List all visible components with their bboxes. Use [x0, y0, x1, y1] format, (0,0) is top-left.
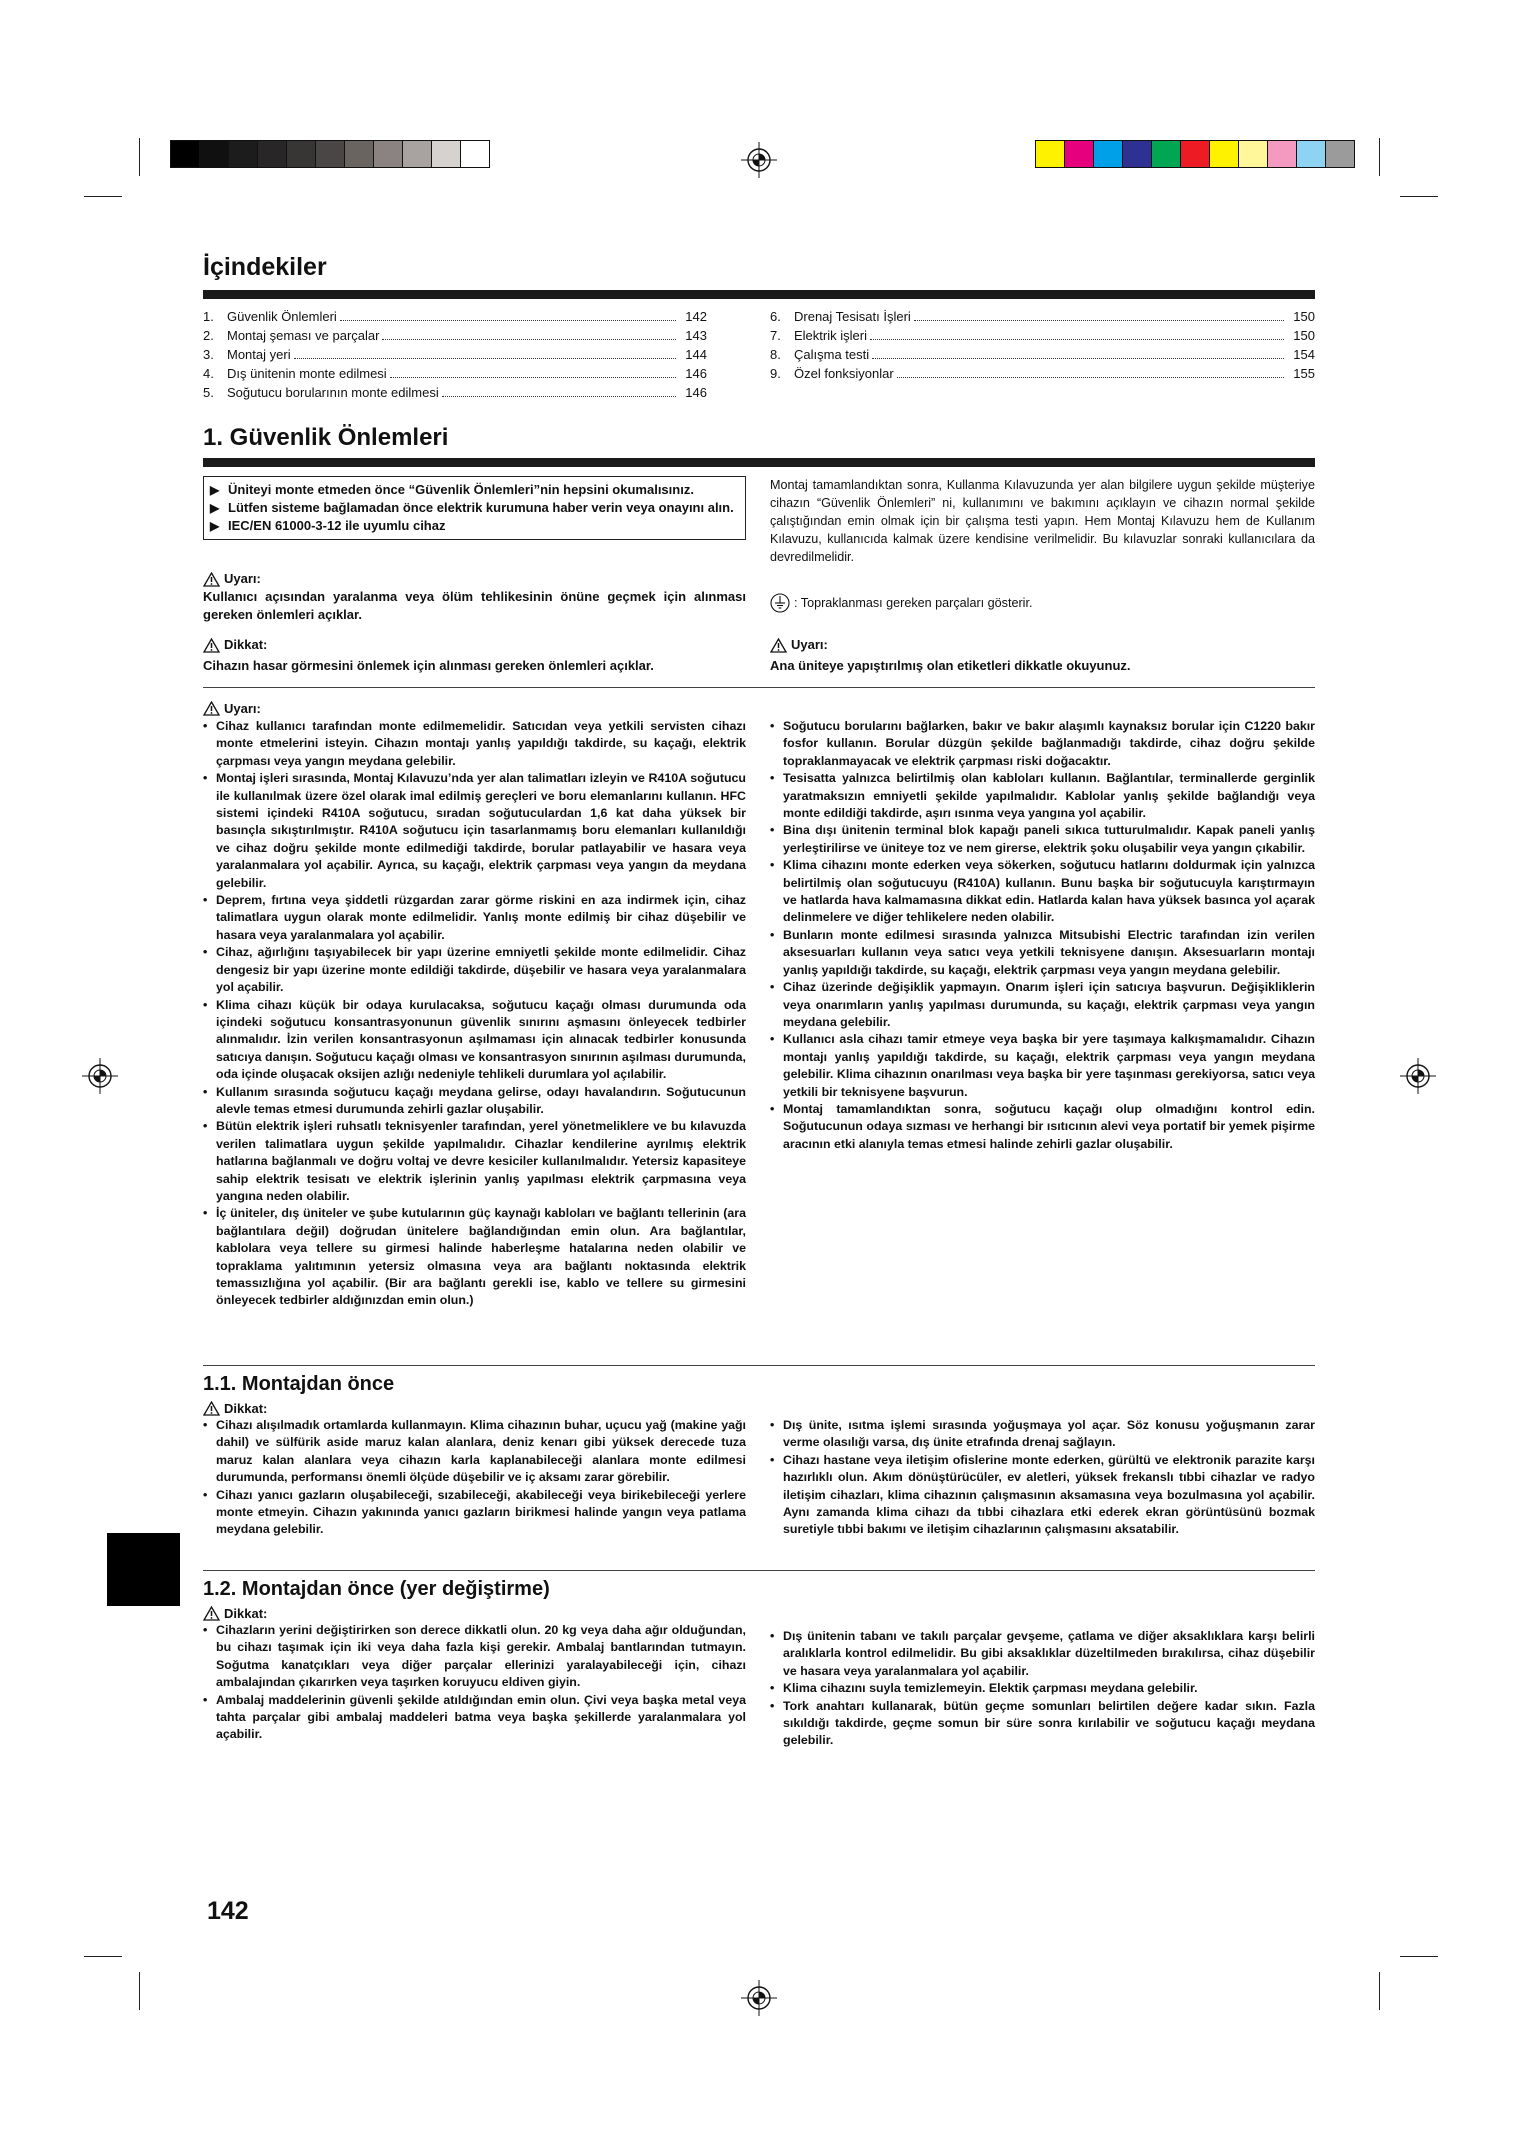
- toc-entry[interactable]: [770, 345, 1315, 364]
- bullet-icon: •: [770, 1629, 775, 1643]
- list-item-text: Cihaz, ağırlığını taşıyabilecek bir yapı üzerine emniyetli şekilde monte edilmelidir. Cihaz dengesiz bir yapı üzerine monte edildiği takdirde, düşebilir ve hasara veya yaralanmalara yol açabilir.: [216, 945, 746, 995]
- color-swatch: [229, 141, 258, 167]
- list-item: [770, 927, 1315, 979]
- toc-entry-page: 142: [685, 309, 707, 324]
- list-item: [770, 1628, 1315, 1680]
- notice-item: ▶ Lütfen sisteme bağlamadan önce elektrik kurumuna haber verin veya onayını alın.: [210, 500, 734, 515]
- caution-definition: Dikkat: Cihazın hasar görmesini önlemek için alınması gereken önlemleri açıklar.: [203, 637, 654, 673]
- ground-symbol-icon: [770, 593, 790, 613]
- list-item-text: Klima cihazını suyla temizlemeyin. Elektik çarpması meydana gelebilir.: [783, 1681, 1198, 1696]
- toc-rule: [203, 290, 1315, 299]
- list-item: [770, 857, 1315, 927]
- section-rule: [203, 458, 1315, 467]
- list-item-text: Kullanım sırasında soğutucu kaçağı meydana gelirse, odayı havalandırın. Soğutucunun alevle temas etmesi durumunda zehirli gazlar oluşabilir.: [216, 1084, 746, 1116]
- toc-entry-number: 6.: [770, 309, 781, 324]
- subsection-title: 1.1. Montajdan önce: [203, 1373, 395, 1395]
- list-item: [203, 1487, 746, 1539]
- color-swatch: [345, 141, 374, 167]
- intro-paragraph: Montaj tamamlandıktan sonra, Kullanma Kılavuzunda yer alan bilgilere uygun şekilde müşteriye cihazın “Güvenlik Önlemleri” ni, kullanımını ve bakımını açıklayın ve cihazın normal şekilde çalıştığından emin olmak için bir çalışma testi yapın. Hem Montaj Kılavuzu hem de Kullanım Kılavuzu, kullanıcıda kalmak üzere kendisine verilmelidir. Bu kılavuzlar sonraki kullanıcılara da devredilmelidir.: [770, 478, 1315, 564]
- list-item-text: Tork anahtarı kullanarak, bütün geçme somunları belirtilen değere kadar sıkın. Fazla sıkıldığı takdirde, geçme somun bir süre sonra kırılabilir ve soğutucu kaçağı meydana gelebilir.: [783, 1698, 1315, 1748]
- bullet-icon: •: [203, 893, 208, 908]
- toc-entry-page: 146: [685, 366, 707, 381]
- list-item-text: Cihazı hastane veya iletişim ofislerine monte ederken, gürültü ve elektronik parazite karşı hazırlıklı olun. Akım dönüştürücüler, ev aletleri, yüksek frekanslı tıbbi cihazlar ve radyo iletişim cihazları, klima cihazının çalışmasının aksamasına veya bozulmasına yol açabilir. Aynı zamanda klima cihazı da tıbbi cihazlara etki ederek ekran görüntüsünü bozmak suretiyle tıbbi bakımı ve iletişim cihazlarının çalışmasını aksatabilir.: [783, 1452, 1315, 1537]
- caution-list-right: [770, 1628, 1315, 1750]
- toc-entry-label: Drenaj Tesisatı İşleri: [794, 309, 911, 324]
- list-item-text: Cihazı yanıcı gazların oluşabileceği, sızabileceği, akabileceği veya birikebileceği yerlere monte etmeyin. Cihazın yakınında yanıcı gazların birikmesi halinde yangın veya patlama meydana gelebilir.: [216, 1487, 746, 1537]
- subsection-title: 1.2. Montajdan önce (yer değiştirme): [203, 1578, 550, 1600]
- color-swatch: [1210, 141, 1239, 167]
- list-item: [203, 1622, 746, 1692]
- bullet-icon: •: [770, 927, 775, 942]
- toc-entry-page: 155: [1293, 366, 1315, 381]
- list-item: [770, 979, 1315, 1031]
- list-item-text: Kullanıcı asla cihazı tamir etmeye veya başka bir yere taşımaya kalkışmamalıdır. Cihazın montajı yanlış yapıldığı takdirde, su kaçağı, elektrik çarpması veya yangın meydana gelebilir. Klima cihazının onarılması veya başka bir yere taşınması gerekiyorsa, satıcı veya yetkili bir teknisyene başvurun.: [783, 1032, 1315, 1099]
- divider: [203, 1570, 1315, 1571]
- list-item: [203, 1084, 746, 1119]
- list-item-text: Cihaz kullanıcı tarafından monte edilmemelidir. Satıcıdan veya yetkili servisten cihazı monte etmelerini isteyin. Cihazın montajı yanlış yapıldığı takdirde, su kaçağı, elektrik çarpması veya yangın meydana gelebilir.: [216, 719, 746, 768]
- play-arrow-icon: ▶: [210, 519, 220, 533]
- warning-list-left: [203, 718, 746, 1310]
- list-item-text: Deprem, fırtına veya şiddetli rüzgardan zarar görme riskini en aza indirmek için, cihaz talimatlara uygun olarak monte edilmelidir. Yanlış monte edilmiş bir cihaz düşebilir ve hasara veya yaralanmalara yol açabilir.: [216, 893, 746, 942]
- color-swatch: [258, 141, 287, 167]
- caution-list-right: [770, 1417, 1315, 1539]
- divider: [203, 1365, 1315, 1366]
- bullet-icon: •: [203, 1623, 208, 1637]
- toc-right-column: [770, 307, 1315, 383]
- color-swatch: [1239, 141, 1268, 167]
- list-item: [203, 944, 746, 996]
- bullet-icon: •: [203, 1119, 208, 1134]
- warning-triangle-icon: [203, 1606, 220, 1621]
- toc-entry-page: 150: [1293, 309, 1315, 324]
- bullet-icon: •: [203, 719, 208, 733]
- toc-leader: [390, 364, 676, 378]
- section-title: 1. Güvenlik Önlemleri: [203, 424, 449, 451]
- toc-entry-label: Soğutucu borularının monte edilmesi: [227, 385, 439, 400]
- toc-entry[interactable]: [770, 307, 1315, 326]
- label-warning: Uyarı: Ana üniteye yapıştırılmış olan etiketleri dikkatle okuyunuz.: [770, 637, 1131, 673]
- crop-mark: [1400, 1956, 1438, 1957]
- color-swatch: [432, 141, 461, 167]
- toc-entry-label: Dış ünitenin monte edilmesi: [227, 366, 387, 381]
- bullet-icon: •: [770, 719, 775, 733]
- warning-definition: Uyarı: Kullanıcı açısından yaralanma veya ölüm tehlikesinin önüne geçmek için alınması gereken önlemleri açıklar.: [203, 571, 746, 622]
- color-swatch: [1181, 141, 1210, 167]
- registration-mark-icon: [741, 1980, 777, 2016]
- notice-box: [203, 476, 746, 540]
- toc-entry-number: 2.: [203, 328, 214, 343]
- list-item-text: Klima cihazını monte ederken veya sökerken, soğutucu hatlarını doldurmak için yalnızca belirtilmiş olan soğutucuyu (R410A) kullanın. Bunu başka bir soğutucuyla karıştırmayın ve hatlarda hava kalmamasına dikkat edin. Hatlarda kalan hava yüksek basınca yol açarak delinmelere ve diğer tehlikelere neden olabilir.: [783, 858, 1315, 925]
- bullet-icon: •: [203, 997, 208, 1012]
- toc-leader: [914, 307, 1284, 321]
- toc-entry-number: 5.: [203, 385, 214, 400]
- toc-entry-label: Montaj yeri: [227, 347, 291, 362]
- crop-mark: [139, 138, 140, 176]
- registration-mark-icon: [741, 142, 777, 178]
- color-swatch: [1326, 141, 1354, 167]
- bullet-icon: •: [203, 1418, 208, 1432]
- toc-entry[interactable]: [203, 326, 707, 345]
- toc-entry-label: Güvenlik Önlemleri: [227, 309, 337, 324]
- list-item: [203, 770, 746, 892]
- list-item: [770, 822, 1315, 857]
- bullet-icon: •: [770, 1452, 775, 1467]
- color-swatch: [1094, 141, 1123, 167]
- toc-entry[interactable]: [203, 307, 707, 326]
- caution-heading: Dikkat:: [203, 1606, 267, 1621]
- list-item-text: Dış ünitenin tabanı ve takılı parçalar gevşeme, çatlama ve diğer aksaklıklara karşı belirli aralıklarla kontrol edilmelidir. Bu gibi aksaklıklar düzeltilmeden bırakılırsa, cihaz düşebilir ve hasara veya yaralanmalara yol açabilir.: [783, 1629, 1315, 1678]
- color-swatch: [1152, 141, 1181, 167]
- toc-entry[interactable]: [203, 364, 707, 383]
- color-swatch: [1036, 141, 1065, 167]
- list-item: [770, 1452, 1315, 1539]
- bullet-icon: •: [770, 771, 775, 786]
- color-swatch: [1123, 141, 1152, 167]
- ground-note: : Topraklanması gereken parçaları gösterir.: [770, 593, 1032, 613]
- list-item-text: Bina dışı ünitenin terminal blok kapağı paneli sıkıca tutturulmalıdır. Kapak paneli yanlış yerleştirilirse ve üniteye toz ve nem girerse, elektrik şoku oluşabilir veya yangın çıkabilir.: [783, 823, 1315, 855]
- crop-mark: [84, 1956, 122, 1957]
- list-item: [770, 1680, 1315, 1697]
- toc-entry-page: 144: [685, 347, 707, 362]
- toc-entry-number: 1.: [203, 309, 214, 324]
- list-item-text: Klima cihazı küçük bir odaya kurulacaksa, soğutucu kaçağı olması durumunda oda içindeki soğutucu konsantrasyonunun güvenlik sınırını aşmasını önleyecek tedbirler alınmalıdır. İzin verilen konsantrasyonun aşılmaması için alınacak tedbirler konusunda satıcıya danışın. Soğutucu kaçağı olması ve konsantrasyon sınırının aşılması durumunda, oda içinde oluşacak oksijen azlığı nedeniyle tehlikeli durumlara yol açılabilir.: [216, 997, 746, 1082]
- bullet-icon: •: [770, 1418, 775, 1432]
- color-swatch: [1268, 141, 1297, 167]
- bullet-icon: •: [203, 1692, 208, 1707]
- toc-entry-number: 3.: [203, 347, 214, 362]
- caution-list-left: [203, 1417, 746, 1539]
- list-item: [203, 1692, 746, 1744]
- toc-entry-number: 8.: [770, 347, 781, 362]
- bullet-icon: •: [203, 771, 208, 786]
- list-item-text: İç üniteler, dış üniteler ve şube kutularının güç kaynağı kabloları ve bağlantı tellerinin (ara bağlantılara değil) doğrudan ünitelere bağlandığından emin olun. Ara bağlantılar, kablolara veya tellere su girmesi halinde haberleşme hatalarına neden olabilir ve topraklama yalıtımının yetersiz olmasına veya ara bağlantı noktasında elektrik temassızlığına yol açabilir. (Bir ara bağlantı gerekli ise, kablo ve tellere su girmesini önleyecek tedbirler aldığınızdan emin olun.): [216, 1206, 746, 1308]
- toc-title: İçindekiler: [203, 253, 327, 281]
- toc-leader: [442, 383, 676, 397]
- notice-item: ▶ IEC/EN 61000-3-12 ile uyumlu cihaz: [210, 518, 446, 533]
- list-item: [203, 892, 746, 944]
- bullet-icon: •: [770, 1681, 775, 1696]
- toc-entry[interactable]: [203, 345, 707, 364]
- list-item-text: Bunların monte edilmesi sırasında yalnızca Mitsubishi Electric tarafından izin verilen aksesuarları kullanın veya satıcı veya yetkili teknisyene danışın. Aksesuarların montajı yanlış yapıldığı takdirde, su kaçağı, elektrik çarpması veya yangın meydana gelebilir.: [783, 927, 1315, 977]
- bullet-icon: •: [770, 858, 775, 873]
- toc-left-column: [203, 307, 707, 402]
- gray-color-bar: [170, 140, 490, 168]
- play-arrow-icon: ▶: [210, 501, 220, 515]
- color-swatch: [1297, 141, 1326, 167]
- caution-heading: Dikkat:: [203, 1401, 267, 1416]
- toc-entry-number: 9.: [770, 366, 781, 381]
- warning-triangle-icon: [203, 572, 220, 587]
- warning-triangle-icon: [203, 701, 220, 716]
- bullet-icon: •: [203, 945, 208, 960]
- color-swatch: [316, 141, 345, 167]
- toc-entry-label: Montaj şeması ve parçalar: [227, 328, 380, 343]
- list-item-text: Ambalaj maddelerinin güvenli şekilde atıldığından emin olun. Çivi veya başka metal veya tahta parçalar gibi ambalaj maddeleri batma veya başka şekillerde yaralanmalara yol açabilir.: [216, 1692, 746, 1742]
- list-item: [770, 1417, 1315, 1452]
- toc-entry-number: 4.: [203, 366, 214, 381]
- color-swatch: [403, 141, 432, 167]
- toc-entry[interactable]: [770, 326, 1315, 345]
- crop-mark: [139, 1972, 140, 2010]
- toc-leader: [870, 326, 1284, 340]
- list-item: [203, 997, 746, 1084]
- color-swatch: [200, 141, 229, 167]
- toc-leader: [872, 345, 1284, 359]
- list-item: [203, 1118, 746, 1205]
- notice-item: ▶ Üniteyi monte etmeden önce “Güvenlik Önlemleri”nin hepsini okumalısınız.: [210, 482, 694, 497]
- list-item-text: Tesisatta yalnızca belirtilmiş olan kabloları kullanın. Bağlantılar, terminallerde gerginlik yaratmaksızın emniyetli şekilde yapılmalıdır. Kablolar yanlış şekilde bağlandığı veya monte edildiği takdirde, aşırı ısınma veya yangına yol açabilir.: [783, 771, 1315, 821]
- bullet-icon: •: [770, 823, 775, 838]
- caution-list-left: [203, 1622, 746, 1744]
- crop-mark: [1379, 1972, 1380, 2010]
- toc-entry[interactable]: [770, 364, 1315, 383]
- bullet-icon: •: [770, 1032, 775, 1047]
- bullet-icon: •: [770, 1698, 775, 1713]
- toc-leader: [294, 345, 676, 359]
- warning-list-right: [770, 718, 1315, 1153]
- bullet-icon: •: [203, 1206, 208, 1221]
- divider: [203, 687, 1315, 688]
- list-item-text: Montaj tamamlandıktan sonra, soğutucu kaçağı olup olmadığını kontrol edin. Soğutucunun odaya sızması ve herhangi bir ısıtıcının alevi veya portatif bir yemek pişirme aracının etki alanıyla temas etmesi halinde zehirli gazlar oluşabilir.: [783, 1101, 1315, 1151]
- toc-entry-page: 150: [1293, 328, 1315, 343]
- list-item-text: Dış ünite, ısıtma işlemi sırasında yoğuşmaya yol açar. Söz konusu yoğuşmanın zarar verme olasılığı varsa, dış ünite etrafında drenaj sağlayın.: [783, 1418, 1315, 1450]
- toc-leader: [897, 364, 1284, 378]
- play-arrow-icon: ▶: [210, 483, 220, 497]
- warning-triangle-icon: [770, 638, 787, 653]
- color-swatch: [287, 141, 316, 167]
- warning-heading: Uyarı:: [203, 701, 261, 716]
- list-item: [770, 1031, 1315, 1101]
- bullet-icon: •: [770, 980, 775, 995]
- list-item: [203, 1205, 746, 1309]
- color-swatch: [461, 141, 489, 167]
- list-item: [770, 1698, 1315, 1750]
- warning-triangle-icon: [203, 1401, 220, 1416]
- warning-triangle-icon: [203, 638, 220, 653]
- list-item: [203, 1417, 746, 1487]
- color-swatch: [171, 141, 200, 167]
- crop-mark: [84, 196, 122, 197]
- list-item: [770, 770, 1315, 822]
- list-item: [203, 718, 746, 770]
- registration-mark-icon: [1400, 1058, 1436, 1094]
- language-tab-marker: [107, 1533, 180, 1606]
- registration-mark-icon: [82, 1058, 118, 1094]
- toc-leader: [340, 307, 676, 321]
- list-item-text: Cihazların yerini değiştirirken son derece dikkatli olun. 20 kg veya daha ağır olduğundan, bu cihazı taşımak için iki veya daha fazla kişi gerekir. Ambalaj bantlarından tutmayın. Soğutma kanatçıkları veya diğer parçalar ellerinizi yaralayabileceği için, cihazı ambalajından çıkarırken veya taşırken koruyucu eldiven giyin.: [216, 1623, 746, 1690]
- toc-entry[interactable]: [203, 383, 707, 402]
- crop-mark: [1400, 196, 1438, 197]
- page-number: 142: [207, 1897, 249, 1925]
- bullet-icon: •: [203, 1084, 208, 1099]
- toc-leader: [382, 326, 676, 340]
- crop-mark: [1379, 138, 1380, 176]
- toc-entry-label: Elektrik işleri: [794, 328, 867, 343]
- toc-entry-label: Çalışma testi: [794, 347, 870, 362]
- bullet-icon: •: [203, 1487, 208, 1502]
- list-item-text: Cihazı alışılmadık ortamlarda kullanmayın. Klima cihazının buhar, uçucu yağ (makine yağı dahil) ve sülfürik aside maruz kalan alanlara, deniz kenarı gibi yüksek derecede tuza maruz kalan alanlara veya cihazın karla kaplanabileceği alanlara monte edilmesi durumunda, performansı önemli ölçüde düşebilir ve iç aksamı zarar görebilir.: [216, 1418, 746, 1485]
- toc-entry-page: 146: [685, 385, 707, 400]
- color-swatch: [374, 141, 403, 167]
- toc-entry-page: 154: [1293, 347, 1315, 362]
- color-bar: [1035, 140, 1355, 168]
- list-item: [770, 718, 1315, 770]
- list-item-text: Cihaz üzerinde değişiklik yapmayın. Onarım işleri için satıcıya başvurun. Değişikliklerin veya onarımların yanlış yapılması durumunda, su kaçağı, elektrik çarpması veya yangın meydana gelebilir.: [783, 980, 1315, 1029]
- color-swatch: [1065, 141, 1094, 167]
- list-item-text: Soğutucu borularını bağlarken, bakır ve bakır alaşımlı kaynaksız borular için C1220 bakır fosfor kullanın. Borular düzgün şekilde bağlanmadığı takdirde, cihaz doğru şekilde topraklanmayacak ve elektrik çarpması riski doğacaktır.: [783, 719, 1315, 768]
- list-item: [770, 1101, 1315, 1153]
- toc-entry-number: 7.: [770, 328, 781, 343]
- list-item-text: Bütün elektrik işleri ruhsatlı teknisyenler tarafından, yerel yönetmeliklere ve bu kılavuzda verilen talimatlara uygun şekilde yapılmalıdır. Cihazlar kendilerine ayrılmış elektrik hatlarına bağlanmalı ve doğru voltaj ve devre kesiciler kullanılmalıdır. Yetersiz kapasiteye sahip elektrik tesisatı ve elektrik işlerinin yanlış yapılması elektrik çarpmasına veya yangına neden olabilir.: [216, 1119, 746, 1203]
- bullet-icon: •: [770, 1101, 775, 1116]
- toc-entry-label: Özel fonksiyonlar: [794, 366, 894, 381]
- list-item-text: Montaj işleri sırasında, Montaj Kılavuzu’nda yer alan talimatları izleyin ve R410A soğutucu ile kullanılmak üzere özel olarak imal edilmiş gereçleri ve boru elemanlarını kullanın. HFC sistemi içindeki R410A soğutucu, sıradan soğutuculardan 1,6 kat daha yüksek bir basınçla sıkıştırılmıştır. R410A soğutucu için tasarlanmamış boru elemanları kullanıldığı ve cihaz doğru şekilde monte edilmediği takdirde, borular patlayabilir ve hasara veya yaralanmalara yol açabilir. Ayrıca, su kaçağı, elektrik çarpması veya yangın da meydana gelebilir.: [216, 771, 746, 890]
- toc-entry-page: 143: [685, 328, 707, 343]
